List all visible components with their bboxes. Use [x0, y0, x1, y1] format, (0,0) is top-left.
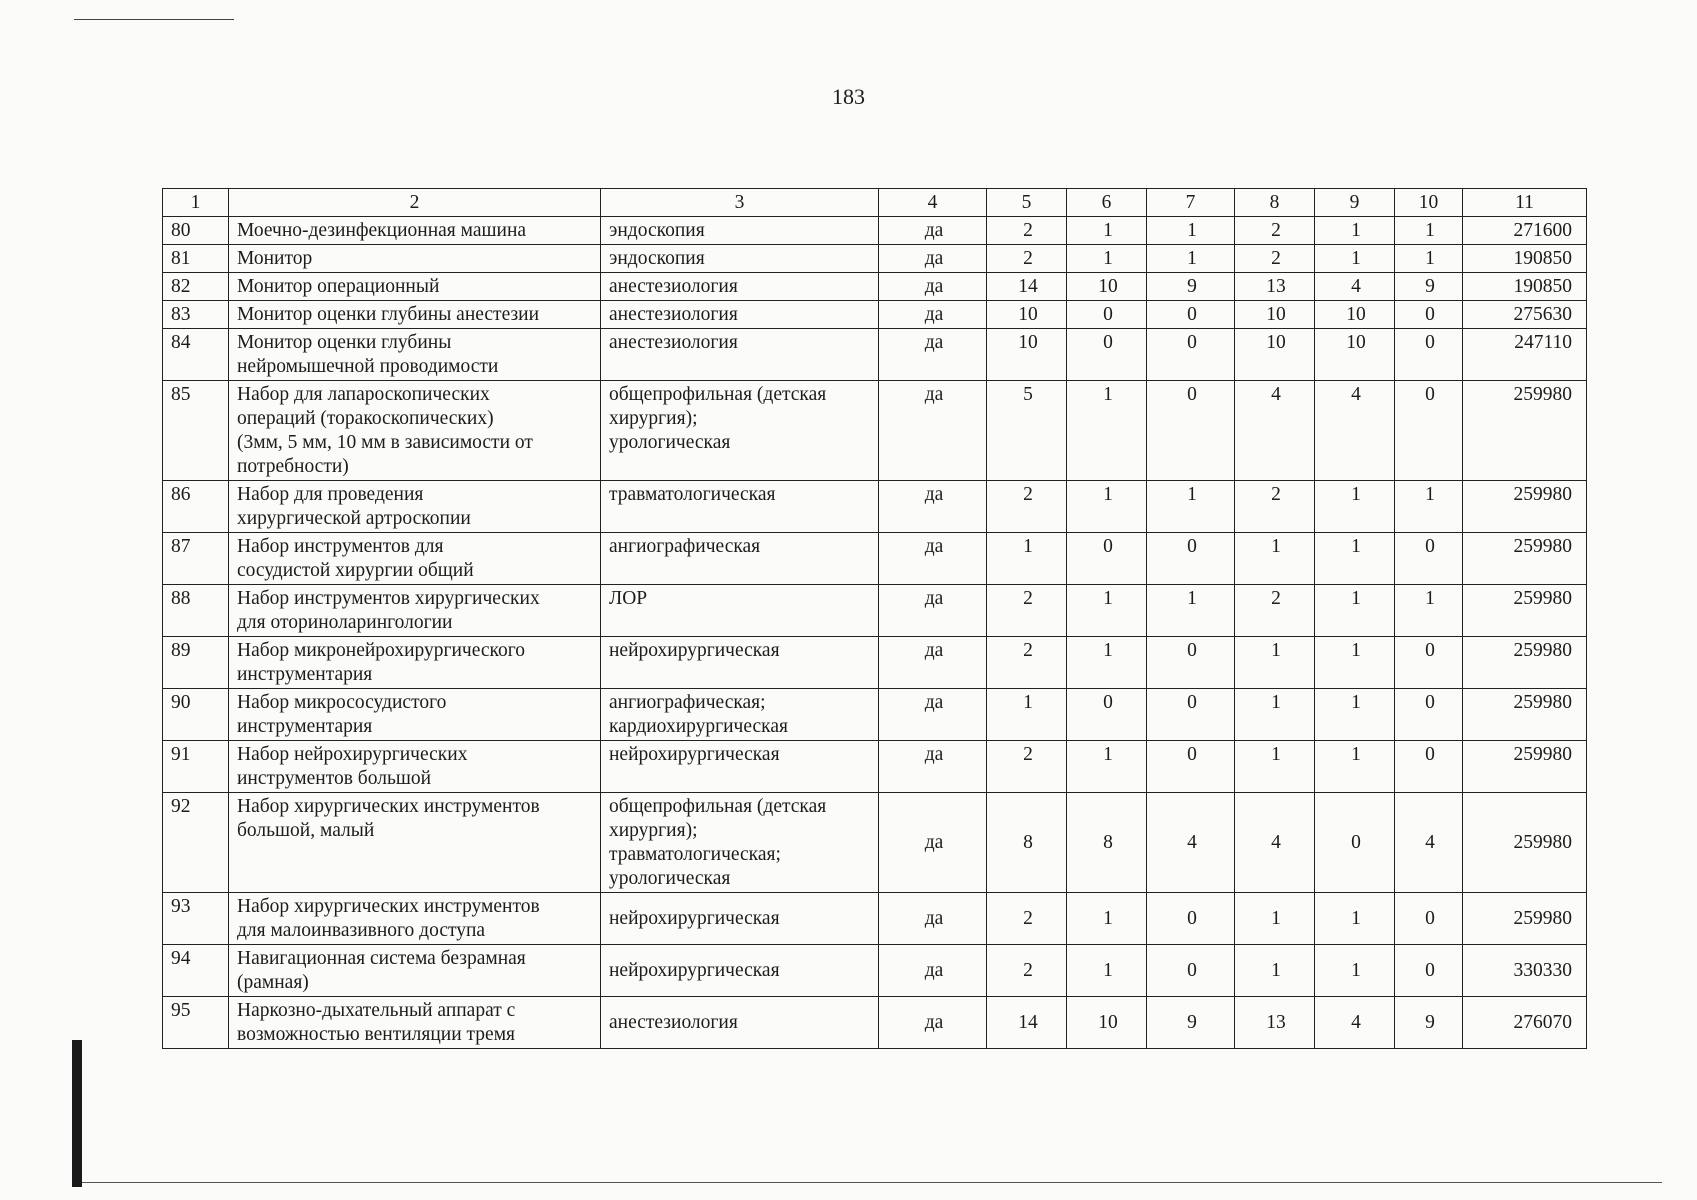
cell-c4: да	[879, 481, 987, 533]
price-cell: 276070	[1463, 997, 1587, 1049]
cell-c7: 0	[1147, 945, 1235, 997]
scan-edge-bar	[72, 1040, 82, 1187]
equipment-name	[229, 481, 601, 533]
equipment-name-line: хирургической артроскопии	[237, 508, 471, 529]
cell-c6: 8	[1067, 793, 1147, 893]
department	[601, 217, 879, 245]
department-line: кардиохирургическая	[609, 716, 788, 737]
equipment-name-line: инструментария	[237, 716, 373, 737]
cell-c6: 1	[1067, 217, 1147, 245]
price-cell: 259980	[1463, 637, 1587, 689]
cell-c5: 10	[987, 301, 1067, 329]
department-line: эндоскопия	[609, 220, 705, 241]
cell-c8: 13	[1235, 997, 1315, 1049]
row-number: 90	[163, 689, 229, 741]
price-cell: 190850	[1463, 273, 1587, 301]
equipment-name-line: Монитор оценки глубины	[237, 332, 452, 353]
cell-c9: 1	[1315, 741, 1395, 793]
table-row	[163, 273, 1587, 301]
department	[601, 329, 879, 381]
price-cell: 247110	[1463, 329, 1587, 381]
equipment-name-line: Набор микрососудистого	[237, 692, 447, 713]
cell-c4: да	[879, 217, 987, 245]
cell-c8: 10	[1235, 329, 1315, 381]
cell-c7: 0	[1147, 637, 1235, 689]
table-row	[163, 585, 1587, 637]
cell-c9: 1	[1315, 637, 1395, 689]
table-row	[163, 793, 1587, 893]
cell-c6: 0	[1067, 689, 1147, 741]
department-line: нейрохирургическая	[609, 960, 780, 981]
row-number: 80	[163, 217, 229, 245]
cell-c7: 1	[1147, 217, 1235, 245]
equipment-name-line: операций (торакоскопических)	[237, 408, 494, 429]
table-row	[163, 481, 1587, 533]
cell-c6: 10	[1067, 997, 1147, 1049]
row-number: 86	[163, 481, 229, 533]
equipment-name-line: (3мм, 5 мм, 10 мм в зависимости от	[237, 432, 533, 453]
cell-c4: да	[879, 329, 987, 381]
cell-c8: 2	[1235, 217, 1315, 245]
equipment-name	[229, 741, 601, 793]
department	[601, 381, 879, 481]
table-row	[163, 689, 1587, 741]
cell-c4: да	[879, 793, 987, 893]
cell-c7: 9	[1147, 997, 1235, 1049]
row-number: 84	[163, 329, 229, 381]
header-cell: 3	[601, 189, 879, 217]
department-line: травматологическая	[609, 484, 776, 505]
row-number: 92	[163, 793, 229, 893]
row-number: 89	[163, 637, 229, 689]
table-row	[163, 997, 1587, 1049]
cell-c5: 1	[987, 533, 1067, 585]
cell-c9: 1	[1315, 245, 1395, 273]
equipment-name-line: инструментария	[237, 664, 373, 685]
equipment-name-line: инструментов большой	[237, 768, 432, 789]
cell-c10: 1	[1395, 245, 1463, 273]
equipment-name	[229, 637, 601, 689]
cell-c7: 1	[1147, 245, 1235, 273]
cell-c8: 2	[1235, 245, 1315, 273]
header-cell: 4	[879, 189, 987, 217]
row-number: 82	[163, 273, 229, 301]
cell-c5: 8	[987, 793, 1067, 893]
price-cell: 259980	[1463, 741, 1587, 793]
department-line: анестезиология	[609, 276, 738, 297]
department	[601, 893, 879, 945]
cell-c10: 9	[1395, 997, 1463, 1049]
table-row	[163, 217, 1587, 245]
equipment-name	[229, 329, 601, 381]
department-line: нейрохирургическая	[609, 908, 780, 929]
price-cell: 259980	[1463, 585, 1587, 637]
cell-c5: 10	[987, 329, 1067, 381]
header-cell: 11	[1463, 189, 1587, 217]
cell-c8: 13	[1235, 273, 1315, 301]
cell-c4: да	[879, 945, 987, 997]
price-cell: 259980	[1463, 481, 1587, 533]
equipment-name-line: возможностью вентиляции тремя	[237, 1024, 516, 1045]
equipment-table	[162, 188, 1587, 1049]
cell-c5: 2	[987, 945, 1067, 997]
price-cell: 271600	[1463, 217, 1587, 245]
cell-c6: 1	[1067, 381, 1147, 481]
row-number: 93	[163, 893, 229, 945]
cell-c8: 2	[1235, 481, 1315, 533]
row-number: 88	[163, 585, 229, 637]
cell-c7: 0	[1147, 329, 1235, 381]
cell-c9: 4	[1315, 997, 1395, 1049]
department	[601, 301, 879, 329]
cell-c6: 1	[1067, 741, 1147, 793]
row-number: 87	[163, 533, 229, 585]
cell-c6: 1	[1067, 893, 1147, 945]
department	[601, 945, 879, 997]
row-number: 85	[163, 381, 229, 481]
cell-c6: 0	[1067, 533, 1147, 585]
cell-c10: 0	[1395, 533, 1463, 585]
cell-c4: да	[879, 533, 987, 585]
cell-c10: 4	[1395, 793, 1463, 893]
equipment-name-line: для оториноларингологии	[237, 612, 453, 633]
cell-c4: да	[879, 637, 987, 689]
cell-c9: 1	[1315, 945, 1395, 997]
equipment-name-line: Монитор операционный	[237, 276, 440, 297]
department-line: нейрохирургическая	[609, 640, 780, 661]
cell-c7: 0	[1147, 741, 1235, 793]
cell-c7: 4	[1147, 793, 1235, 893]
page-number: 183	[832, 84, 865, 109]
price-cell: 259980	[1463, 793, 1587, 893]
cell-c6: 0	[1067, 329, 1147, 381]
table-row	[163, 741, 1587, 793]
cell-c8: 1	[1235, 893, 1315, 945]
cell-c10: 0	[1395, 301, 1463, 329]
department	[601, 533, 879, 585]
equipment-name	[229, 245, 601, 273]
department-line: хирургия);	[609, 408, 698, 429]
table-row	[163, 381, 1587, 481]
equipment-name	[229, 585, 601, 637]
row-number: 81	[163, 245, 229, 273]
department-line: травматологическая;	[609, 844, 781, 865]
cell-c8: 4	[1235, 381, 1315, 481]
equipment-name-line: Монитор	[237, 248, 313, 269]
price-cell: 259980	[1463, 689, 1587, 741]
table-row	[163, 637, 1587, 689]
cell-c9: 4	[1315, 273, 1395, 301]
cell-c6: 1	[1067, 637, 1147, 689]
equipment-name-line: Набор инструментов для	[237, 536, 444, 557]
department	[601, 585, 879, 637]
department-line: анестезиология	[609, 332, 738, 353]
cell-c7: 0	[1147, 893, 1235, 945]
cell-c10: 0	[1395, 329, 1463, 381]
cell-c6: 1	[1067, 245, 1147, 273]
row-number: 94	[163, 945, 229, 997]
equipment-name-line: Монитор оценки глубины анестезии	[237, 304, 540, 325]
cell-c5: 2	[987, 893, 1067, 945]
equipment-name-line: Набор хирургических инструментов	[237, 796, 540, 817]
equipment-name-line: Набор для проведения	[237, 484, 424, 505]
cell-c10: 0	[1395, 381, 1463, 481]
cell-c9: 0	[1315, 793, 1395, 893]
cell-c8: 1	[1235, 741, 1315, 793]
cell-c6: 1	[1067, 945, 1147, 997]
cell-c7: 9	[1147, 273, 1235, 301]
department-line: ангиографическая;	[609, 692, 766, 713]
header-cell: 6	[1067, 189, 1147, 217]
department-line: хирургия);	[609, 820, 698, 841]
equipment-name-line: Моечно-дезинфекционная машина	[237, 220, 527, 241]
cell-c5: 2	[987, 637, 1067, 689]
department	[601, 793, 879, 893]
header-cell: 10	[1395, 189, 1463, 217]
equipment-name	[229, 893, 601, 945]
equipment-name-line: сосудистой хирургии общий	[237, 560, 474, 581]
equipment-name-line: (рамная)	[237, 972, 309, 993]
cell-c5: 2	[987, 481, 1067, 533]
cell-c7: 1	[1147, 585, 1235, 637]
row-number: 91	[163, 741, 229, 793]
cell-c5: 2	[987, 741, 1067, 793]
department	[601, 741, 879, 793]
department-line: ангиографическая	[609, 536, 761, 557]
cell-c6: 1	[1067, 481, 1147, 533]
table-row	[163, 533, 1587, 585]
table-row	[163, 301, 1587, 329]
department-line: анестезиология	[609, 1012, 738, 1033]
cell-c8: 1	[1235, 945, 1315, 997]
header-cell: 7	[1147, 189, 1235, 217]
cell-c4: да	[879, 273, 987, 301]
cell-c5: 2	[987, 245, 1067, 273]
cell-c10: 9	[1395, 273, 1463, 301]
department-line: урологическая	[609, 432, 731, 453]
header-row	[163, 189, 1587, 217]
row-number: 95	[163, 997, 229, 1049]
department-line: общепрофильная (детская	[609, 796, 827, 817]
cell-c9: 1	[1315, 585, 1395, 637]
row-number: 83	[163, 301, 229, 329]
bottom-rule	[82, 1182, 1662, 1183]
cell-c5: 5	[987, 381, 1067, 481]
cell-c6: 0	[1067, 301, 1147, 329]
cell-c9: 10	[1315, 301, 1395, 329]
cell-c9: 1	[1315, 481, 1395, 533]
equipment-name-line: Набор микронейрохирургического	[237, 640, 526, 661]
header-cell: 9	[1315, 189, 1395, 217]
department	[601, 689, 879, 741]
price-cell: 259980	[1463, 893, 1587, 945]
price-cell: 190850	[1463, 245, 1587, 273]
equipment-name	[229, 997, 601, 1049]
department-line: ЛОР	[609, 588, 648, 609]
cell-c7: 0	[1147, 301, 1235, 329]
cell-c5: 2	[987, 217, 1067, 245]
equipment-name	[229, 301, 601, 329]
cell-c7: 1	[1147, 481, 1235, 533]
cell-c8: 1	[1235, 689, 1315, 741]
equipment-name-line: для малоинвазивного доступа	[237, 920, 486, 941]
cell-c10: 1	[1395, 481, 1463, 533]
department-line: общепрофильная (детская	[609, 384, 827, 405]
department	[601, 997, 879, 1049]
cell-c6: 1	[1067, 585, 1147, 637]
cell-c8: 4	[1235, 793, 1315, 893]
department	[601, 637, 879, 689]
equipment-name-line: Набор нейрохирургических	[237, 744, 468, 765]
cell-c5: 14	[987, 997, 1067, 1049]
cell-c4: да	[879, 301, 987, 329]
equipment-name-line: нейромышечной проводимости	[237, 356, 499, 377]
cell-c6: 10	[1067, 273, 1147, 301]
cell-c7: 0	[1147, 381, 1235, 481]
cell-c9: 1	[1315, 893, 1395, 945]
cell-c7: 0	[1147, 533, 1235, 585]
cell-c10: 1	[1395, 585, 1463, 637]
cell-c10: 0	[1395, 893, 1463, 945]
cell-c7: 0	[1147, 689, 1235, 741]
cell-c10: 0	[1395, 741, 1463, 793]
equipment-name-line: потребности)	[237, 456, 349, 477]
header-cell: 1	[163, 189, 229, 217]
cell-c4: да	[879, 381, 987, 481]
cell-c4: да	[879, 585, 987, 637]
cell-c4: да	[879, 689, 987, 741]
equipment-name	[229, 217, 601, 245]
equipment-name-line: Наркозно-дыхательный аппарат с	[237, 1000, 516, 1021]
cell-c9: 1	[1315, 689, 1395, 741]
equipment-name-line: Набор для лапароскопических	[237, 384, 490, 405]
cell-c5: 14	[987, 273, 1067, 301]
cell-c10: 1	[1395, 217, 1463, 245]
cell-c10: 0	[1395, 945, 1463, 997]
equipment-name-line: Набор инструментов хирургических	[237, 588, 540, 609]
price-cell: 259980	[1463, 533, 1587, 585]
price-cell: 259980	[1463, 381, 1587, 481]
equipment-name	[229, 945, 601, 997]
equipment-name	[229, 533, 601, 585]
department	[601, 245, 879, 273]
cell-c9: 1	[1315, 533, 1395, 585]
cell-c4: да	[879, 245, 987, 273]
cell-c9: 10	[1315, 329, 1395, 381]
department-line: анестезиология	[609, 304, 738, 325]
cell-c8: 1	[1235, 637, 1315, 689]
cell-c8: 1	[1235, 533, 1315, 585]
cell-c10: 0	[1395, 689, 1463, 741]
equipment-name	[229, 793, 601, 893]
cell-c4: да	[879, 997, 987, 1049]
price-cell: 275630	[1463, 301, 1587, 329]
cell-c10: 0	[1395, 637, 1463, 689]
table-row	[163, 945, 1587, 997]
cell-c8: 2	[1235, 585, 1315, 637]
table-row	[163, 245, 1587, 273]
header-cell: 8	[1235, 189, 1315, 217]
table-body	[163, 217, 1587, 1049]
cell-c5: 2	[987, 585, 1067, 637]
equipment-name	[229, 381, 601, 481]
cell-c9: 1	[1315, 217, 1395, 245]
top-rule	[74, 19, 234, 20]
cell-c4: да	[879, 893, 987, 945]
department-line: эндоскопия	[609, 248, 705, 269]
cell-c9: 4	[1315, 381, 1395, 481]
header-cell: 2	[229, 189, 601, 217]
equipment-name	[229, 689, 601, 741]
department-line: нейрохирургическая	[609, 744, 780, 765]
table-row	[163, 893, 1587, 945]
department	[601, 481, 879, 533]
equipment-name-line: большой, малый	[237, 820, 375, 841]
department	[601, 273, 879, 301]
price-cell: 330330	[1463, 945, 1587, 997]
cell-c4: да	[879, 741, 987, 793]
department-line: урологическая	[609, 868, 731, 889]
equipment-name	[229, 273, 601, 301]
cell-c5: 1	[987, 689, 1067, 741]
table-row	[163, 329, 1587, 381]
equipment-name-line: Навигационная система безрамная	[237, 948, 526, 969]
cell-c8: 10	[1235, 301, 1315, 329]
header-cell: 5	[987, 189, 1067, 217]
equipment-name-line: Набор хирургических инструментов	[237, 896, 540, 917]
